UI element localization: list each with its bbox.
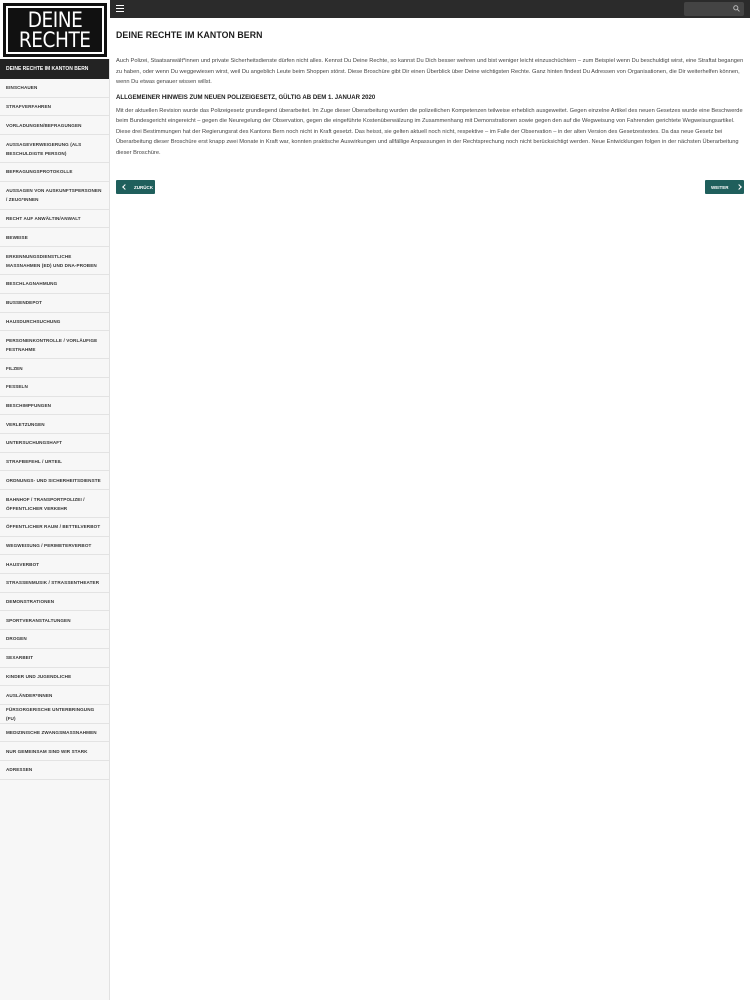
sidebar-item[interactable]: WEGWEISUNG / PERIMETERVERBOT <box>0 537 109 556</box>
sidebar-item[interactable]: KINDER UND JUGENDLICHE <box>0 668 109 687</box>
sidebar-item[interactable]: ERKENNUNGSDIENSTLICHE MASSNAHMEN (ED) UND DNA-PROBEN <box>0 247 109 275</box>
sidebar-item[interactable]: NUR GEMEINSAM SIND WIR STARK <box>0 742 109 761</box>
sidebar-item[interactable]: VERLETZUNGEN <box>0 415 109 434</box>
notice-paragraph: Mit der aktuellen Revision wurde das Polizeigesetz grundlegend überarbeitet. Im Zuge dieser Überarbeitung wurden die polizeilichen Kompetenzen teilweise erheblich ausgeweitet. Gegen einzelne Artikel des neuen Gesetzes wurde eine Beschwerde beim Bundesgericht eingereicht – gegen die Neuregelung der Observation, gegen die eingeführte Kostenüberwälzung im Zusammenhang mit Demonstrationen sowie gegen den auf die Wegweisung von Fahrenden gerichtete Wegweisungsartikel. Diese drei Bestimmungen hat der Regierungsrat des Kantons Bern noch nicht in Kraft gesetzt. Das heisst, sie gelten aktuell noch nicht, respektive – im Falle der Observation – in der alten Version des Gesetzestextes. Da das neue Gesetz bei Überarbeitung dieser Broschüre erst knapp zwei Monate in Kraft war, konnten praktische Auswirkungen und allfällige Anpassungen in der Rechtsprechung noch nicht berücksichtigt werden. Neue Entwicklungen folgen in der nächsten Überarbeitung dieser Broschüre. <box>116 107 743 156</box>
logo-line-2: RECHTE <box>19 27 91 52</box>
next-button-label: WEITER <box>711 184 729 190</box>
sidebar <box>0 0 110 1000</box>
sidebar-item[interactable]: BESCHIMPFUNGEN <box>0 397 109 416</box>
sidebar-nav-list <box>0 79 109 780</box>
sidebar-item[interactable]: ORDNUNGS- UND SICHERHEITSDIENSTE <box>0 471 109 490</box>
sidebar-item[interactable]: STRAFBEFEHL / URTEIL <box>0 453 109 472</box>
chevron-right-icon <box>736 184 742 190</box>
page-title: DEINE RECHTE IM KANTON BERN <box>116 30 263 41</box>
search-icon[interactable] <box>733 5 740 12</box>
logo[interactable] <box>0 0 110 59</box>
intro-paragraph: Auch Polizei, Staatsanwält*innen und private Sicherheitsdienste dürfen nicht alles. Kennst Du Deine Rechte, so kannst Du Dich besser wehren und bist weniger leicht einzuschüchtern – zum Beispiel wenn Du beschuldigt wirst, eine Straftat begangen zu haben, oder wenn Du weggewiesen wirst, weil Du angeblich Leute beim Shoppen störst. Diese Broschüre gibt Dir einen Überblick über Deine wichtigsten Rechte. Ganz hinten findest Du Adressen von Organisationen, die Dir weiterhelfen können, wenn Du etwas genauer wissen willst. <box>116 58 744 85</box>
hamburger-menu-icon[interactable] <box>116 5 124 12</box>
sidebar-item[interactable]: FESSELN <box>0 378 109 397</box>
sidebar-item[interactable]: VORLADUNGEN/BEFRAGUNGEN <box>0 116 109 135</box>
logo-line-1: DEINE <box>27 7 83 32</box>
sidebar-item[interactable]: FILZEN <box>0 359 109 378</box>
sidebar-item[interactable]: UNTERSUCHUNGSHAFT <box>0 434 109 453</box>
sidebar-item[interactable]: AUSSAGEN VON AUSKUNFTSPERSONEN / ZEUG*INNEN <box>0 182 109 210</box>
back-button[interactable] <box>116 180 155 194</box>
sidebar-item[interactable]: PERSONENKONTROLLE / VORLÄUFIGE FESTNAHME <box>0 331 109 359</box>
sidebar-item[interactable]: HAUSDURCHSUCHUNG <box>0 313 109 332</box>
sidebar-item[interactable]: STRASSENMUSIK / STRASSENTHEATER <box>0 574 109 593</box>
sidebar-item-active[interactable]: DEINE RECHTE IM KANTON BERN <box>0 59 109 79</box>
sidebar-item[interactable]: HAUSVERBOT <box>0 555 109 574</box>
sidebar-item[interactable]: EINSCHAUEN <box>0 79 109 98</box>
sidebar-item[interactable]: AUSLÄNDER*INNEN <box>0 686 109 705</box>
logo-box <box>3 3 107 57</box>
sidebar-item[interactable]: SEXARBEIT <box>0 649 109 668</box>
sidebar-item[interactable]: ÖFFENTLICHER RAUM / BETTELVERBOT <box>0 518 109 537</box>
sidebar-item[interactable]: DROGEN <box>0 630 109 649</box>
topbar <box>110 0 750 18</box>
sidebar-item[interactable]: BAHNHOF / TRANSPORTPOLIZEI / ÖFFENTLICHER VERKEHR <box>0 490 109 518</box>
sidebar-item[interactable]: BESCHLAGNAHMUNG <box>0 275 109 294</box>
notice-heading: ALLGEMEINER HINWEIS ZUM NEUEN POLIZEIGESETZ, GÜLTIG AB DEM 1. JANUAR 2020 <box>116 93 376 101</box>
sidebar-item[interactable]: FÜRSORGERISCHE UNTERBRINGUNG (FU) <box>0 705 109 724</box>
sidebar-item[interactable]: DEMONSTRATIONEN <box>0 593 109 612</box>
sidebar-item[interactable]: BUSSENDEPOT <box>0 294 109 313</box>
main-content <box>116 30 744 158</box>
sidebar-item[interactable]: BEWEISE <box>0 228 109 247</box>
sidebar-item[interactable]: AUSSAGEVERWEIGERUNG (ALS BESCHULDIGTE PERSON) <box>0 135 109 163</box>
chevron-left-icon <box>122 184 128 190</box>
logo-frame <box>6 6 104 54</box>
back-button-label: ZURÜCK <box>134 184 153 190</box>
sidebar-item[interactable]: STRAFVERFAHREN <box>0 98 109 117</box>
sidebar-item[interactable]: SPORTVERANSTALTUNGEN <box>0 611 109 630</box>
sidebar-item[interactable]: ADRESSEN <box>0 761 109 780</box>
sidebar-item[interactable]: MEDIZINISCHE ZWANGSMASSNAHMEN <box>0 724 109 743</box>
next-button[interactable] <box>705 180 744 194</box>
sidebar-item[interactable]: BEFRAGUNGSPROTOKOLLE <box>0 163 109 182</box>
sidebar-item[interactable]: RECHT AUF ANWÄLTIN/ANWALT <box>0 210 109 229</box>
